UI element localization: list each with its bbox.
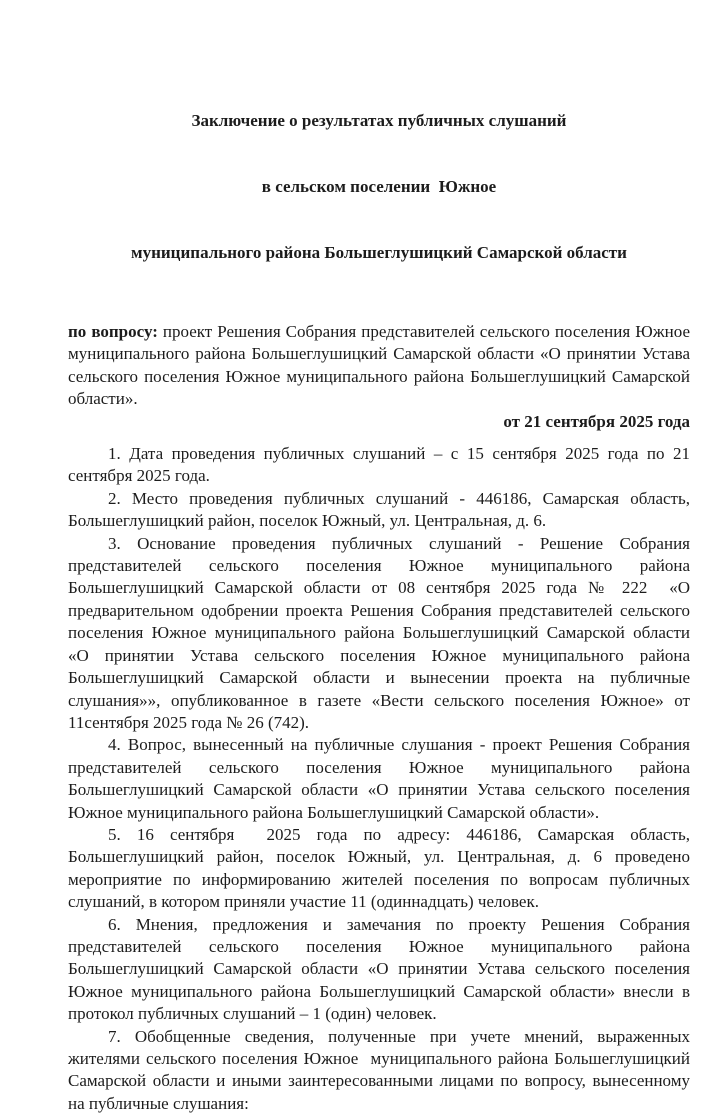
title-line-3: муниципального района Большеглушицкий Самарской области bbox=[131, 243, 627, 262]
paragraph-7-summary-intro: 7. Обобщенные сведения, полученные при учете мнений, выраженных жителями сельского поселения Южное муниципального района Большеглушицкий Самарской области и иными заинтересованными лицами по вопросу, вынесенному на публичные слушания: bbox=[68, 1026, 695, 1113]
paragraph-4-hearing-question: 4. Вопрос, вынесенный на публичные слушания - проект Решения Собрания представителей сельского поселения Южное муниципального района Большеглушицкий Самарской области «О принятии Устава сельского поселения Южное муниципального района Большеглушицкий Самарской области». bbox=[68, 735, 695, 822]
intro-label: по вопросу: bbox=[68, 322, 158, 341]
paragraph-5-information-event: 5. 16 сентября 2025 года по адресу: 446186, Самарская область, Большеглушицкий район, поселок Южный, ул. Центральная, д. 6 проведено мероприятие по информированию жителей поселения по вопросам публичных слушаний, в котором приняли участие 11 (одиннадцать) человек. bbox=[68, 824, 695, 912]
paragraph-6-opinions-protocol: 6. Мнения, предложения и замечания по проекту Решения Собрания представителей сельского поселения Южное муниципального района Большеглушицкий Самарской области «О принятии Устава сельского поселения Южное муниципального района Большеглушицкий Самарской области» внесли в протокол публичных слушаний – 1 (один) человек. bbox=[68, 914, 695, 1024]
title-line-2: в сельском поселении Южное bbox=[261, 177, 497, 196]
intro-paragraph bbox=[68, 321, 695, 411]
paragraph-3-hearing-basis: 3. Основание проведения публичных слушаний - Решение Собрания представителей сельского поселения Южное муниципального района Большеглушицкий Самарской области от 08 сентября 2025 года № 222 «О предварительном одобрении проекта Решения Собрания представителей сельского поселения Южное муниципального района Большеглушицкий Самарской области «О принятии Устава сельского поселения Южное муниципального района Большеглушицкий Самарской области и вынесении проекта на публичные слушания»», опубликованное в газете «Вести сельского поселения Южное» от 11сентября 2025 года № 26 (742). bbox=[68, 533, 695, 732]
title-line-1: Заключение о результатах публичных слушаний bbox=[191, 111, 567, 130]
intro-text: проект Решения Собрания представителей сельского поселения Южное муниципального района Большеглушицкий Самарской области «О принятии Устава сельского поселения Южное муниципального района Большеглушицкий Самарской области». bbox=[68, 322, 695, 409]
paragraph-1-hearing-dates: 1. Дата проведения публичных слушаний – с 15 сентября 2025 года по 21 сентября 2025 года. bbox=[68, 444, 695, 486]
paragraph-2-hearing-location: 2. Место проведения публичных слушаний - 446186, Самарская область, Большеглушицкий район, поселок Южный, ул. Центральная, д. 6. bbox=[68, 488, 695, 531]
document-title bbox=[68, 66, 690, 308]
date-line: от 21 сентября 2025 года bbox=[503, 411, 690, 431]
